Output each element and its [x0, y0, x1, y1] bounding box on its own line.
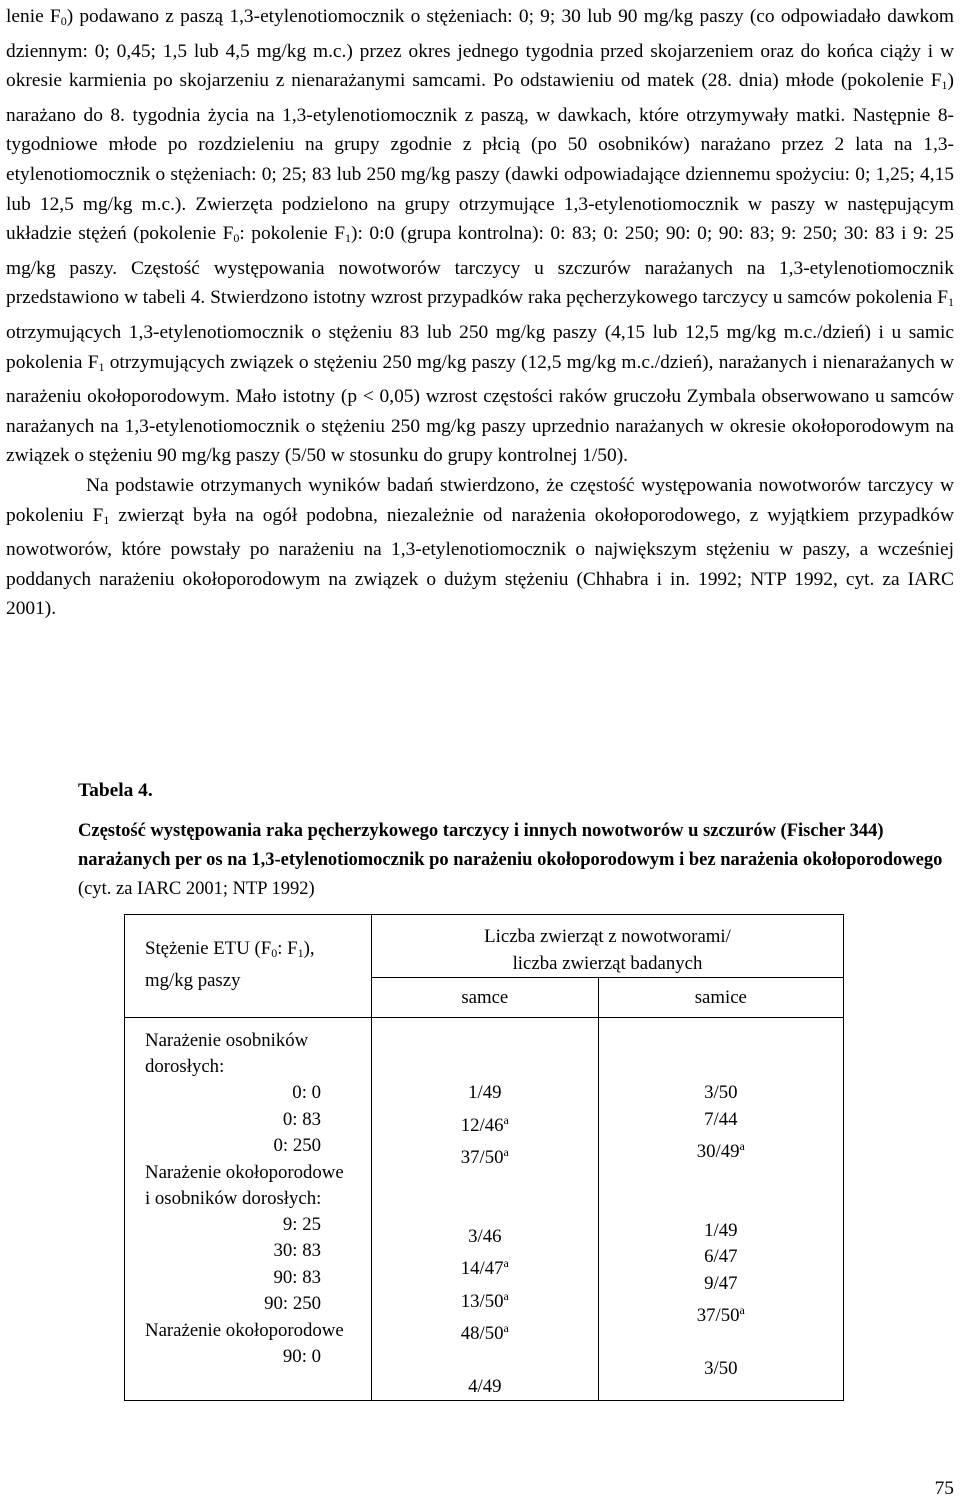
footnote-marker: a: [503, 1288, 509, 1303]
header-concentration: [125, 915, 372, 1018]
header-text: Stężenie ETU (F: [145, 938, 272, 959]
table-cell-value: 13/50$^a$: [460, 1288, 509, 1312]
table-cell-value: 3/46: [468, 1225, 502, 1247]
footnote-marker: a: [503, 1112, 509, 1127]
footnote-marker: a: [503, 1256, 509, 1270]
subscript: 1: [103, 512, 110, 527]
table-cell-value: 48/50$^a$: [460, 1321, 509, 1344]
table-cell-value: 30/49$^a$: [696, 1139, 745, 1162]
dose-label: 90: 0: [282, 1345, 321, 1367]
page-number: 75: [934, 1478, 954, 1499]
group-title-line: dorosłych:: [145, 1056, 225, 1077]
concentration-column: [125, 1018, 372, 1401]
text-run: ) podawano z paszą 1,3-etylenotiomocznik o stężeniach: 0; 9; 30 lub 90 mg/kg paszy (co odpowiadało dawkom dziennym: 0; 0,45; 1,5 lub 4,5 mg/kg m.c.) przez okres jednego tygodnia przed skojarzeniem oraz do końca ciąży i w okresie karmienia po skojarzeniu z nienarażanymi samcami. Po odstawieniu od matek (28. dnia) młode (pokolenie F: [6, 6, 954, 92]
group-title-line: Narażenie osobników: [145, 1030, 309, 1051]
text-run: ): 0:0 (grupa kontrolna): 0: 83; 0: 250; 90: 0; 90: 83; 9: 250; 30: 83 i 9: 25 mg/kg paszy. Częstość występowania nowotworów tarczycy u szczurów narażanych na 1,3-etylenotiomocznik przedstawiono w tabeli 4. Stwierdzono istotny wzrost przypadków raka pęcherzykowego tarczycy u samców pokolenia F: [6, 223, 954, 309]
group-spacer: [599, 1028, 843, 1080]
table-cell-value: 1/49: [704, 1219, 738, 1241]
table-cell-value: 3/50: [704, 1082, 738, 1103]
subscript: 1: [948, 295, 954, 310]
caption-source: (cyt. za IARC 2001; NTP 1992): [78, 879, 315, 899]
dose-label: 0: 0: [292, 1082, 321, 1103]
group-spacer: [372, 1028, 598, 1080]
dose-label: 90: 83: [273, 1266, 321, 1288]
group-spacer: [372, 1172, 598, 1224]
data-table: [124, 914, 844, 1401]
text-run: : pokolenie F: [239, 223, 346, 245]
text-run: lenie F: [6, 6, 61, 27]
header-text: ),: [303, 938, 315, 959]
table-cell-value: 1/49: [468, 1082, 502, 1103]
subscript: 0: [60, 14, 67, 28]
dose-label: 30: 83: [273, 1240, 321, 1261]
table-cell-value: 9/47: [704, 1272, 738, 1294]
footnote-marker: a: [739, 1139, 745, 1153]
table-cell-value: 4/49: [468, 1375, 502, 1397]
group-title: [125, 1318, 371, 1344]
header-males: samce: [372, 978, 599, 1018]
subscript: 1: [345, 231, 352, 246]
dose-label: 0: 83: [282, 1108, 321, 1130]
group-title: [125, 1028, 371, 1080]
subscript: 0: [233, 231, 240, 246]
footnote-marker: a: [739, 1303, 745, 1317]
subscript: 0: [271, 946, 278, 960]
table-cell-value: 6/47: [704, 1246, 738, 1267]
footnote-marker: a: [503, 1321, 509, 1335]
table-cell-value: 37/50$^a$: [696, 1303, 745, 1326]
dose-label: 0: 250: [273, 1135, 321, 1156]
header-counts-line1: Liczba zwierząt z nowotworami/: [484, 926, 731, 947]
dose-label: 90: 250: [264, 1293, 321, 1314]
males-column: [372, 1018, 599, 1401]
group-title: [125, 1160, 371, 1212]
table-label: Tabela 4.: [78, 780, 153, 801]
group-title-line: i osobników dorosłych:: [145, 1187, 322, 1209]
table-cell-value: 37/50$^a$: [460, 1145, 509, 1168]
group-spacer: [599, 1166, 843, 1218]
paragraph-1: [6, 2, 954, 471]
header-text: : F: [277, 938, 298, 959]
group-spacer: [599, 1330, 843, 1356]
females-column: [598, 1018, 843, 1401]
group-title-line: Narażenie okołoporodowe: [145, 1319, 344, 1341]
caption-bold: Częstość występowania raka pęcherzykowego tarczycy i innych nowotworów u szczurów (Fischer 344) narażanych per os na 1,3-etylenotiomocznik po narażeniu okołoporodowym i bez narażenia okołoporodowego: [78, 821, 943, 870]
text-run: otrzymujących 1,3-etylenotiomocznik o stężeniu 83 lub 250 mg/kg paszy (4,15 lub 12,5 mg/kg m.c./dzień) i u samic pokolenia F: [6, 321, 954, 373]
table-caption: [78, 817, 958, 904]
subscript: 1: [941, 78, 948, 93]
text-run: Na podstawie otrzymanych wyników badań stwierdzono, że częstość występowania nowotworów tarczycy w pokoleniu F: [6, 474, 954, 526]
header-counts-line2: liczba zwierząt badanych: [512, 953, 703, 974]
header-counts: [372, 915, 844, 978]
subscript: 1: [98, 359, 105, 374]
table-cell-value: 12/46$^a$: [460, 1112, 509, 1136]
group-title-line: Narażenie okołoporodowe: [145, 1161, 344, 1183]
table-cell-value: 7/44: [704, 1108, 738, 1130]
header-text: mg/kg paszy: [145, 970, 241, 991]
text-run: ) narażano do 8. tygodnia życia na 1,3-etylenotiomocznik z paszą, w dawkach, które otrzymywały matki. Następnie 8-tygodniowe młode po rozdzieleniu na grupy zgodnie z płcią (po 50 osobników) narażano przez 2 lata na 1,3-etylenotiomocznik o stężeniach: 0; 25; 83 lub 250 mg/kg paszy (dawki odpowiadające dziennemu spożyciu: 0; 1,25; 4,15 lub 12,5 mg/kg m.c.). Zwierzęta podzielono na grupy otrzymujące 1,3-etylenotiomocznik w paszy w następującym układzie stężeń (pokolenie F: [6, 70, 954, 245]
group-spacer: [372, 1348, 598, 1374]
dose-label: 9: 25: [282, 1213, 321, 1235]
header-females: samice: [598, 978, 843, 1018]
table-cell-value: 3/50: [704, 1357, 738, 1379]
footnote-marker: a: [503, 1145, 509, 1159]
text-run: otrzymujących związek o stężeniu 250 mg/kg paszy (12,5 mg/kg m.c./dzień), narażanych i nienarażanych w narażeniu okołoporodowym. Mało istotny (p < 0,05) wzrost częstości raków gruczołu Zymbala obserwowano u samców narażanych na 1,3-etylenotiomocznik o stężeniu 250 mg/kg paszy uprzednio narażanych w okresie okołoporodowym na związek o stężeniu 90 mg/kg paszy (5/50 w stosunku do grupy kontrolnej 1/50).: [6, 351, 954, 467]
paragraph-2: [6, 471, 954, 624]
table-cell-value: 14/47$^a$: [460, 1256, 509, 1279]
body-text: [6, 2, 954, 624]
subscript: 1: [297, 946, 304, 960]
text-run: zwierząt była na ogół podobna, niezależnie od narażenia okołoporodowego, z wyjątkiem przypadków nowotworów, które powstały po narażeniu na 1,3-etylenotiomocznik o największym stężeniu w paszy, a wcześniej poddanych narażeniu okołoporodowym na związek o dużym stężeniu (Chhabra i in. 1992; NTP 1992, cyt. za IARC 2001).: [6, 504, 955, 620]
